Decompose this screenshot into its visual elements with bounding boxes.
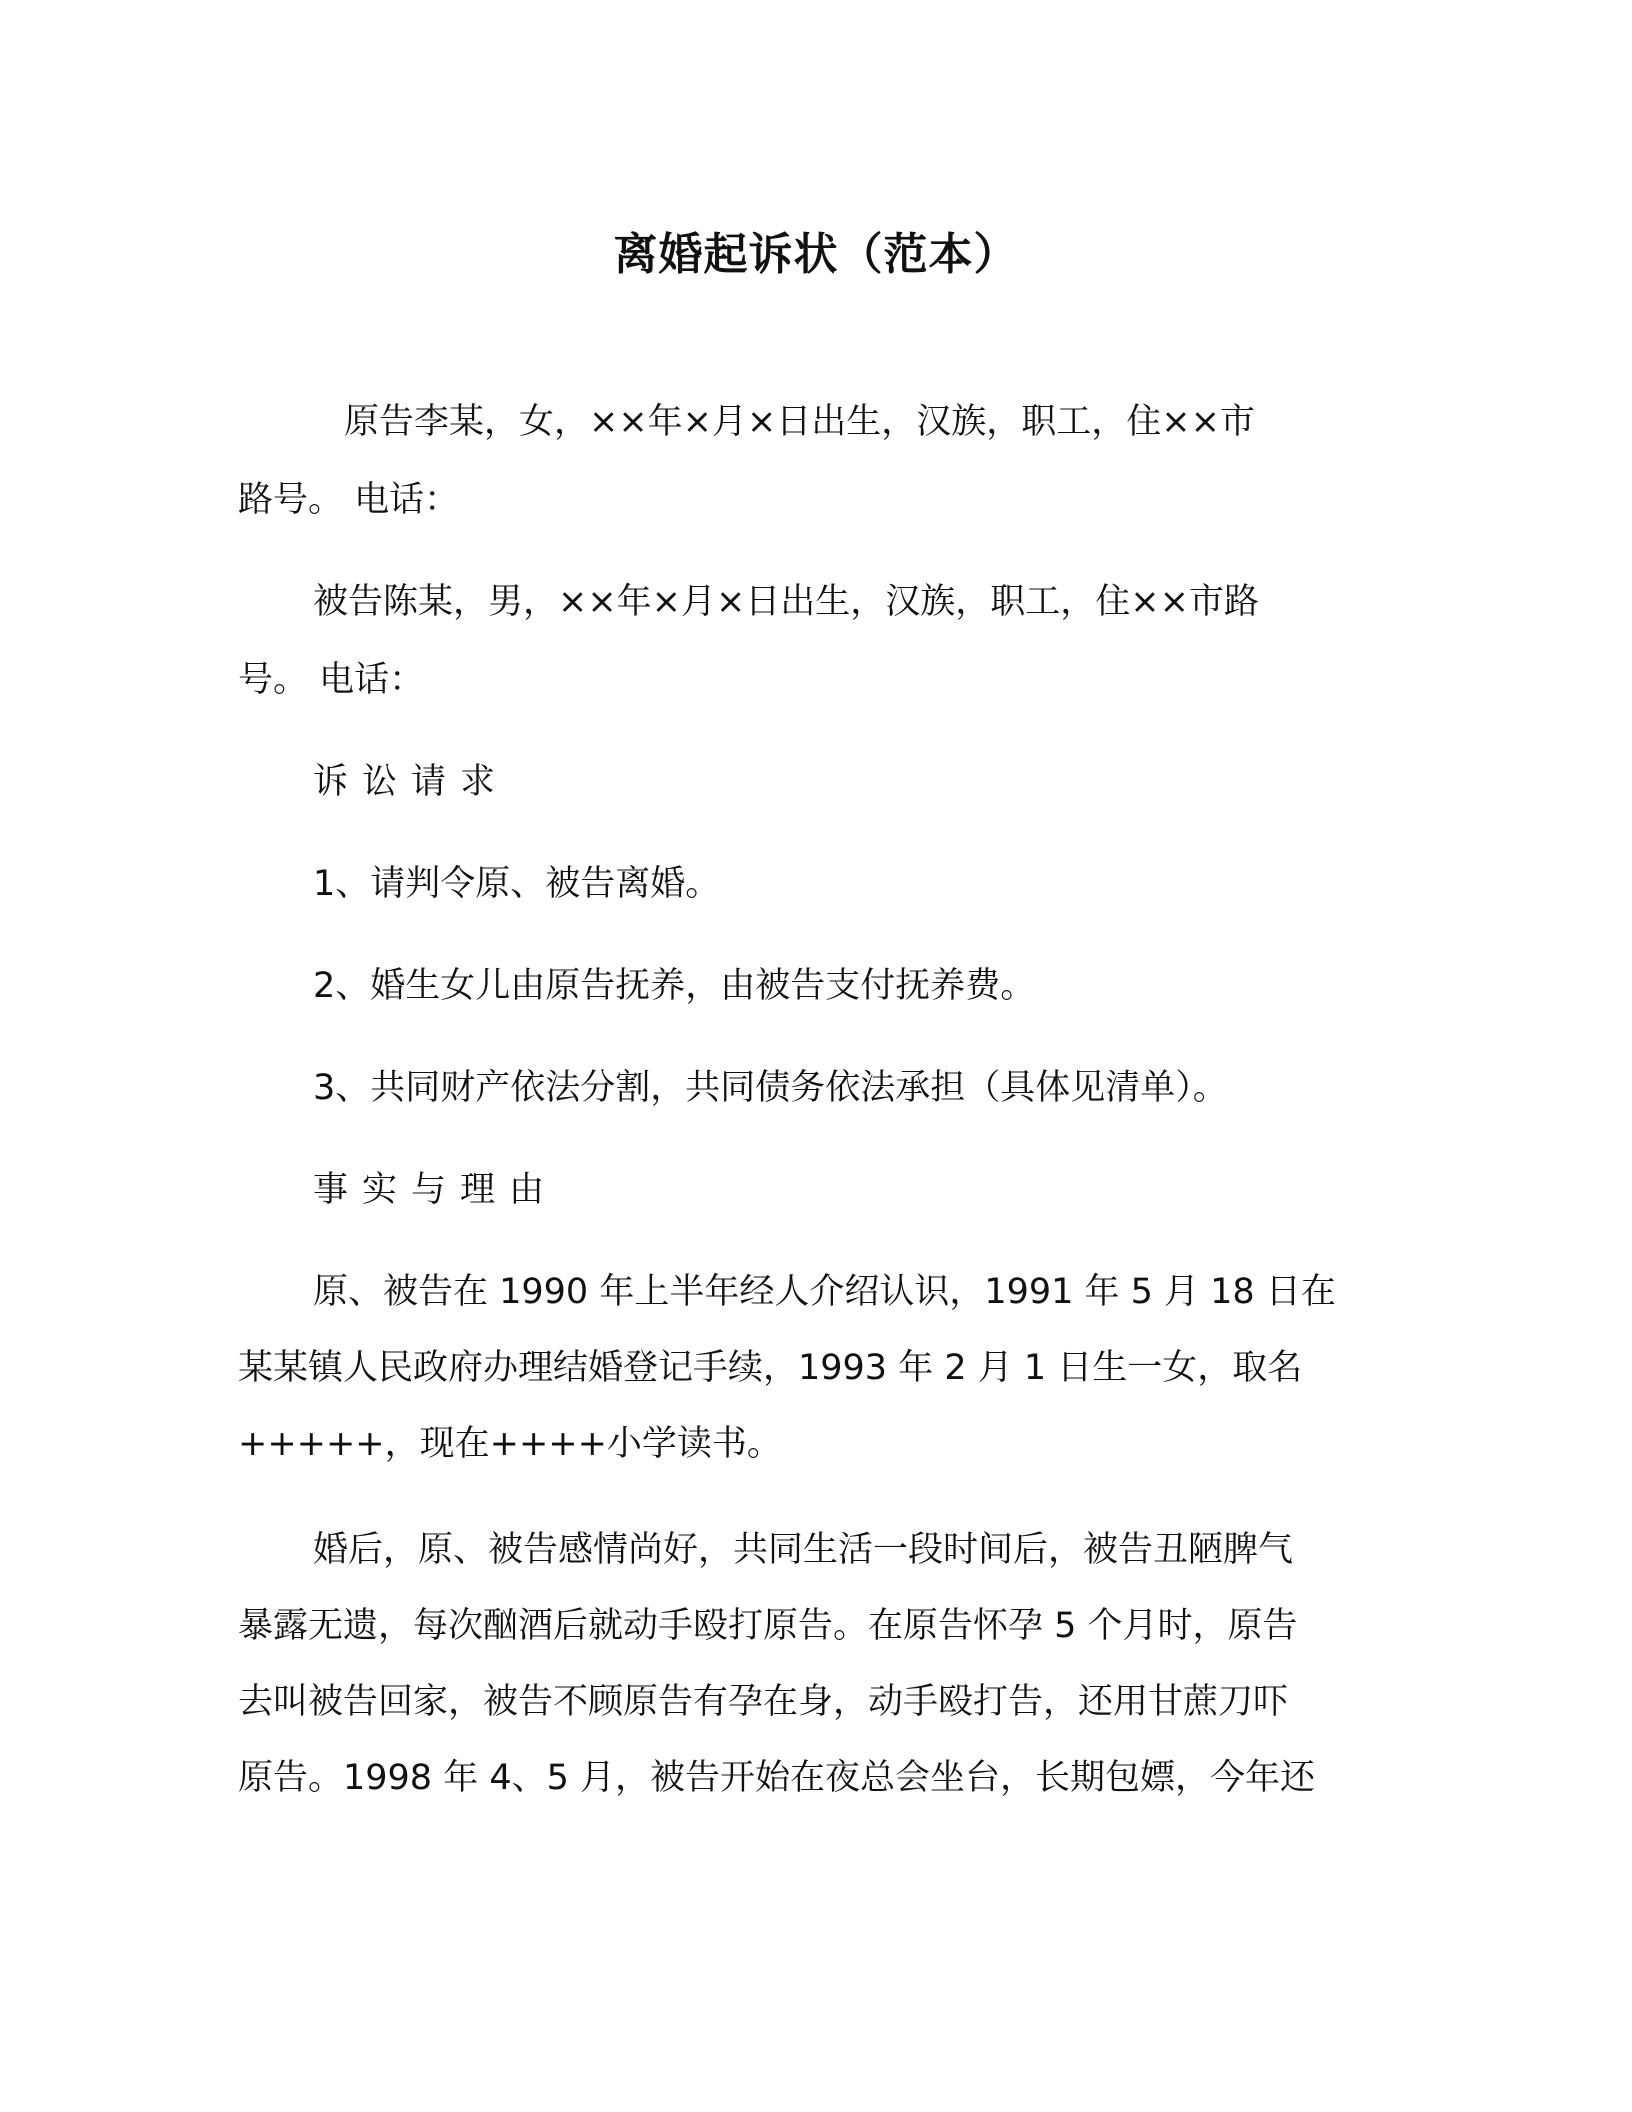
plaintiff-info-line-1: 原告李某，女，××年×月×日出生，汉族，职工，住××市 [344, 402, 1255, 442]
claim-item-3: 3、共同财产依法分割，共同债务依法承担（具体见清单）。 [313, 1068, 1228, 1108]
claim-item-1: 1、请判令原、被告离婚。 [313, 864, 721, 904]
facts-paragraph-2-line-2: 暴露无遗，每次酗酒后就动手殴打原告。在原告怀孕 5 个月时，原告 [238, 1606, 1298, 1646]
claim-item-2: 2、婚生女儿由原告抚养，由被告支付抚养费。 [313, 966, 1036, 1006]
document-title: 离婚起诉状（范本） [613, 229, 1019, 280]
facts-paragraph-2-line-4: 原告。1998 年 4、5 月，被告开始在夜总会坐台，长期包嫖，今年还 [238, 1758, 1315, 1798]
defendant-info-line-1: 被告陈某，男，××年×月×日出生，汉族，职工，住××市路 [313, 582, 1259, 622]
defendant-info-line-2: 号。 电话： [238, 660, 425, 700]
facts-paragraph-1-line-2: 某某镇人民政府办理结婚登记手续，1993 年 2 月 1 日生一女，取名 [238, 1348, 1303, 1388]
facts-heading: 事实与理由 [313, 1170, 559, 1210]
facts-paragraph-1-line-1: 原、被告在 1990 年上半年经人介绍认识，1991 年 5 月 18 日在 [313, 1272, 1336, 1312]
facts-paragraph-1-line-3: +++++，现在++++小学读书。 [238, 1424, 782, 1464]
claims-heading: 诉讼请求 [313, 762, 510, 802]
plaintiff-info-line-2: 路号。 电话： [238, 480, 460, 520]
facts-paragraph-2-line-3: 去叫被告回家，被告不顾原告有孕在身，动手殴打告，还用甘蔗刀吓 [238, 1682, 1289, 1722]
facts-paragraph-2-line-1: 婚后，原、被告感情尚好，共同生活一段时间后，被告丑陋脾气 [313, 1530, 1294, 1570]
